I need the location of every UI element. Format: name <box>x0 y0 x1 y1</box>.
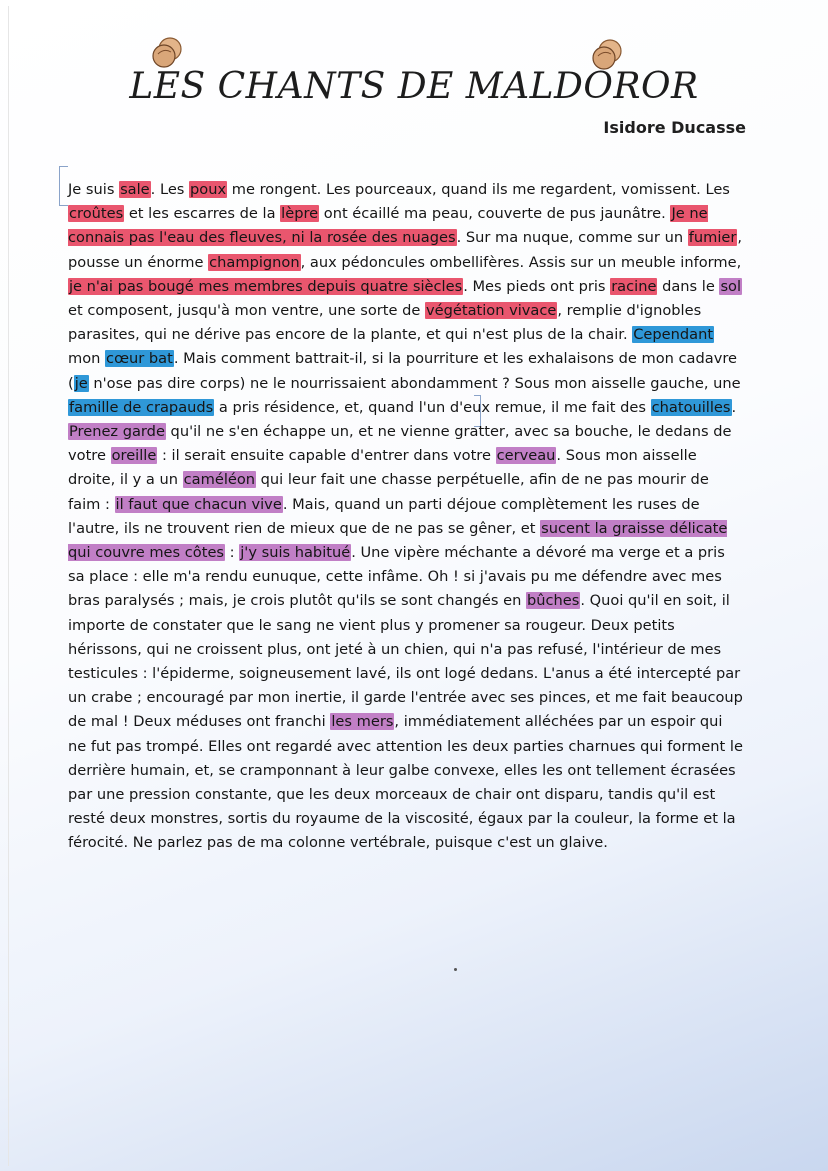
highlight-purple: Prenez garde <box>69 423 165 441</box>
highlight-red: racine <box>611 277 657 295</box>
highlight-red: sale <box>120 181 150 198</box>
highlight-purple: caméléon <box>183 471 256 489</box>
highlight-purple: sol <box>720 277 742 295</box>
text-run: me rongent. Les pourceaux, quand ils me regardent, vomissent. Les <box>227 181 730 198</box>
text-run: . Quoi qu'il en soit, il importe de constater que le sang ne vient plus y promener sa rougeur. Deux petits hérissons, qui ne croissent plus, ont jeté à un chien, qui n'a pas refusé, l'intérieur de mes testicules : l'épiderme, soigneusement lavé, ils ont logé dedans. L'anus a été intercepté par un crabe ; encouragé par mon inertie, il garde l'entrée avec ses pinces, et me fait beaucoup de mal ! Deux méduses ont franchi <box>68 592 743 731</box>
text-run: et les escarres de la <box>124 205 281 223</box>
highlight-purple: j'y suis habitué <box>240 544 351 562</box>
text-run: : <box>225 544 240 562</box>
text-run: . Sur ma nuque, comme sur un <box>456 229 688 247</box>
highlight-red: poux <box>190 181 227 198</box>
text-run: dans le <box>657 277 720 295</box>
body-paragraph <box>68 178 744 856</box>
text-run: n'ose pas dire corps) ne le nourrissaient abondamment ? Sous mon aisselle gauche, une <box>88 374 741 392</box>
highlight-blue: famille de crapauds <box>69 398 214 416</box>
highlight-purple: cerveau <box>496 447 556 465</box>
text-run: Je suis <box>68 181 120 198</box>
highlight-red: champignon <box>209 253 300 271</box>
highlight-red: fumier <box>688 229 737 247</box>
highlight-red: Je ne connais pas l'eau des fleuves, ni la rosée des nuages <box>68 205 708 247</box>
stray-dot <box>454 968 457 971</box>
text-run: , pousse un énorme <box>68 229 742 271</box>
highlight-red: végétation vivace <box>425 302 557 320</box>
text-run: ont écaillé ma peau, couverte de pus jaunâtre. <box>319 205 671 223</box>
highlight-purple: il faut que chacun vive <box>115 495 282 513</box>
text-run: et composent, jusqu'à mon ventre, une sorte de <box>68 302 425 320</box>
text-run: . Les <box>150 181 190 198</box>
highlight-red: croûtes <box>69 205 124 223</box>
text-run: a pris résidence, et, quand l'un d'eux remue, il me fait des <box>214 398 651 416</box>
document-author: Isidore Ducasse <box>603 118 746 137</box>
margin-bracket-mark <box>59 166 68 206</box>
highlight-purple: bûches <box>527 592 580 610</box>
text-run: : il serait ensuite capable d'entrer dans votre <box>157 447 496 465</box>
text-run: , aux pédoncules ombellifères. Assis sur un meuble informe, <box>300 253 742 271</box>
highlight-blue: Cependant <box>633 326 714 344</box>
highlight-purple: les mers <box>331 713 394 731</box>
highlight-red: je n'ai pas bougé mes membres depuis quatre siècles <box>69 277 463 295</box>
text-run: qui leur fait une chasse perpétuelle, afin de ne pas mourir de faim : <box>68 471 709 513</box>
text-run: mon <box>68 350 106 368</box>
text-run: , immédiatement alléchées par un espoir qui ne fut pas trompé. Elles ont regardé avec attention les deux parties charnues qui forment le derrière humain, et, se cramponnant à leur galbe convexe, elles les ont tellement écrasées par une pression constante, que les deux morceaux de chair ont disparu, tandis qu'il est resté deux monstres, sortis du royaume de la viscosité, égaux par la couleur, la forme et la férocité. Ne parlez pas de ma colonne vertébrale, puisque c'est un glaive. <box>68 713 743 852</box>
highlight-red: lèpre <box>281 205 319 223</box>
document-title: LES CHANTS DE MALDOROR <box>129 66 699 107</box>
text-run: . Mais comment battrait-il, si la pourriture et les exhalaisons de mon cadavre ( <box>68 350 737 392</box>
highlight-purple: oreille <box>111 447 157 465</box>
highlight-blue: je <box>74 374 88 392</box>
text-run: , remplie d'ignobles parasites, qui ne dérive pas encore de la plante, et qui n'est plus de la chair. <box>68 302 702 344</box>
text-run: . Mais, quand un parti déjoue complètement les ruses de l'autre, ils ne trouvent rien de mieux que de ne pas se gêner, et <box>68 495 700 537</box>
text-run: . Mes pieds ont pris <box>463 277 611 295</box>
text-run: qu'il ne s'en échappe un, et ne vienne gratter, avec sa bouche, le dedans de votre <box>68 423 732 465</box>
text-run: . Sous mon aisselle droite, il y a un <box>68 447 697 489</box>
text-run: . <box>731 398 737 416</box>
text-run: . Une vipère méchante a dévoré ma verge et a pris sa place : elle m'a rendu eunuque, cette infâme. Oh ! si j'avais pu me défendre avec mes bras paralysés ; mais, je crois plutôt qu'ils se sont changés en <box>68 544 725 610</box>
coin-doodle-left-icon <box>151 36 185 70</box>
highlight-purple: sucent la graisse délicate qui couvre mes côtes <box>68 519 728 562</box>
highlight-blue: chatouilles <box>651 398 731 416</box>
highlight-blue: cœur bat <box>106 350 173 368</box>
